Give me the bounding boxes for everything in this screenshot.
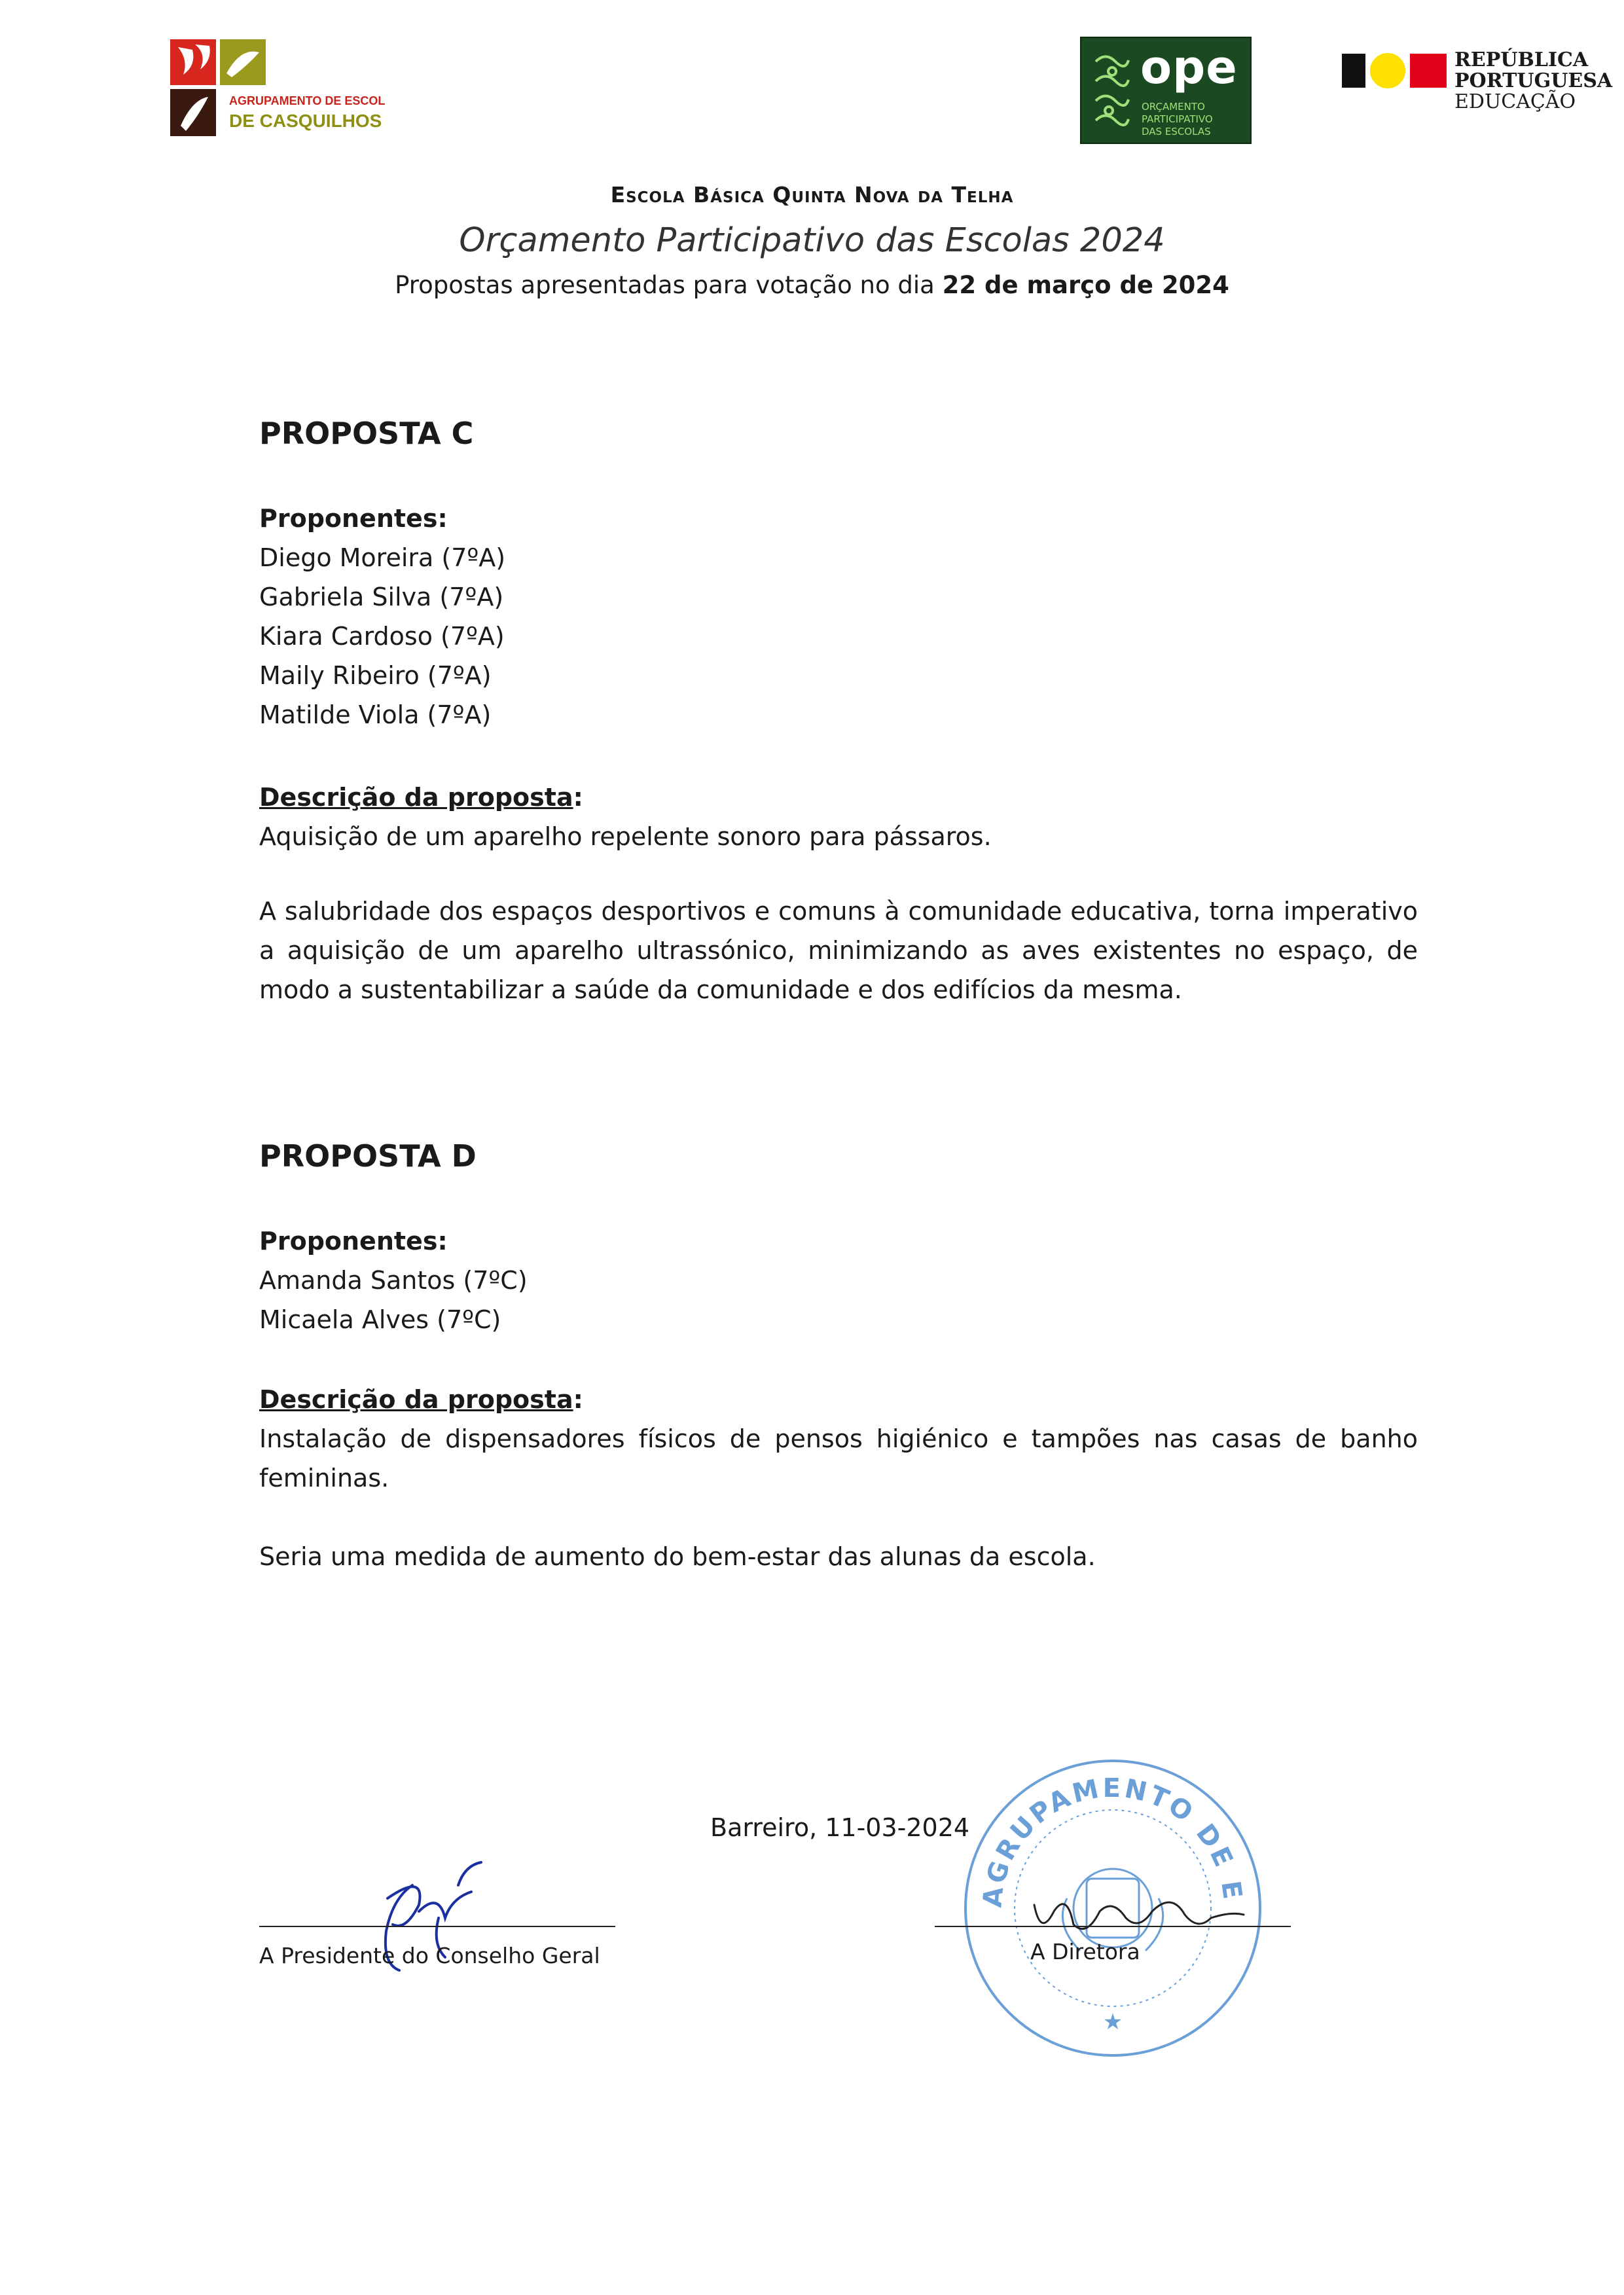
description-text: Seria uma medida de aumento do bem-estar das alunas da escola.: [259, 1542, 1096, 1571]
proposal-c-description: Descrição da proposta: Aquisição de um aparelho repelente sonoro para pássaros.: [259, 778, 1418, 856]
signature-label-director: A Diretora: [1030, 1939, 1140, 1964]
proponent-item: Diego Moreira (7ºA): [259, 543, 506, 572]
proponent-item: Maily Ribeiro (7ºA): [259, 661, 492, 690]
program-title: Orçamento Participativo das Escolas 2024: [459, 221, 1165, 260]
ope-logo: [1080, 37, 1252, 144]
proposal-c: [259, 414, 1418, 453]
description-label: Descrição da proposta: [259, 783, 573, 812]
proponents-label: Proponentes:: [259, 1227, 448, 1256]
description-text: A salubridade dos espaços desportivos e comuns à comunidade educativa, torna imperativo a aquisição de um aparelho ultrassónico, minimizando as aves existentes no espaço, de modo a sustentabilizar a saúde da comunidade e dos edifícios da mesma.: [259, 897, 1418, 1004]
proponents-label: Proponentes:: [259, 504, 448, 533]
proponent-item: Gabriela Silva (7ºA): [259, 583, 504, 611]
voting-date-line: Propostas apresentadas para votação no dia 22 de março de 2024: [395, 271, 1229, 299]
description-summary: Aquisição de um aparelho repelente sonoro para pássaros.: [259, 822, 992, 851]
signature-line-left: [259, 1926, 615, 1927]
place-date: Barreiro, 11-03-2024: [710, 1813, 970, 1842]
proposal-d: [259, 1136, 1418, 1176]
school-logo-line1: AGRUPAMENTO DE ESCOLAS: [229, 94, 385, 107]
proposal-d-description-label: Descrição da proposta:: [259, 1385, 583, 1414]
ope-logo-subtitle: ORÇAMENTO PARTICIPATIVO DAS ESCOLAS: [1142, 101, 1213, 137]
proposal-title: PROPOSTA C: [259, 416, 474, 451]
signature-line-right: [935, 1926, 1291, 1927]
svg-text:★: ★: [1102, 2009, 1123, 2035]
school-logo-line2: DE CASQUILHOS: [229, 111, 382, 131]
proposal-title: PROPOSTA D: [259, 1138, 477, 1174]
government-flag-icon: [1342, 52, 1447, 89]
proponent-item: Matilde Viola (7ºA): [259, 700, 492, 729]
school-group-logo: [169, 34, 385, 152]
school-name: Escola Básica Quinta Nova da Telha: [610, 182, 1014, 208]
description-label: Descrição da proposta: [259, 1385, 573, 1414]
proponent-item: Micaela Alves (7ºC): [259, 1305, 501, 1334]
proponent-item: Amanda Santos (7ºC): [259, 1266, 528, 1295]
description-summary: Instalação de dispensadores físicos de pensos higiénico e tampões nas casas de banho femininas.: [259, 1424, 1418, 1492]
signature-director: [1028, 1885, 1250, 1944]
proponent-item: Kiara Cardoso (7ºA): [259, 622, 505, 651]
proposal-d-proponents: [259, 1221, 1418, 1339]
ope-pattern-icon: [1089, 48, 1135, 137]
stamp-text: AGRUPAMENTO DE E: [977, 1773, 1248, 1909]
proposal-c-proponents: [259, 499, 1418, 734]
ope-logo-word: ope: [1140, 41, 1238, 94]
signature-label-president: A Presidente do Conselho Geral: [259, 1943, 600, 1968]
government-logo-text: REPÚBLICA PORTUGUESA EDUCAÇÃO: [1454, 48, 1613, 113]
voting-date: 22 de março de 2024: [942, 271, 1229, 299]
